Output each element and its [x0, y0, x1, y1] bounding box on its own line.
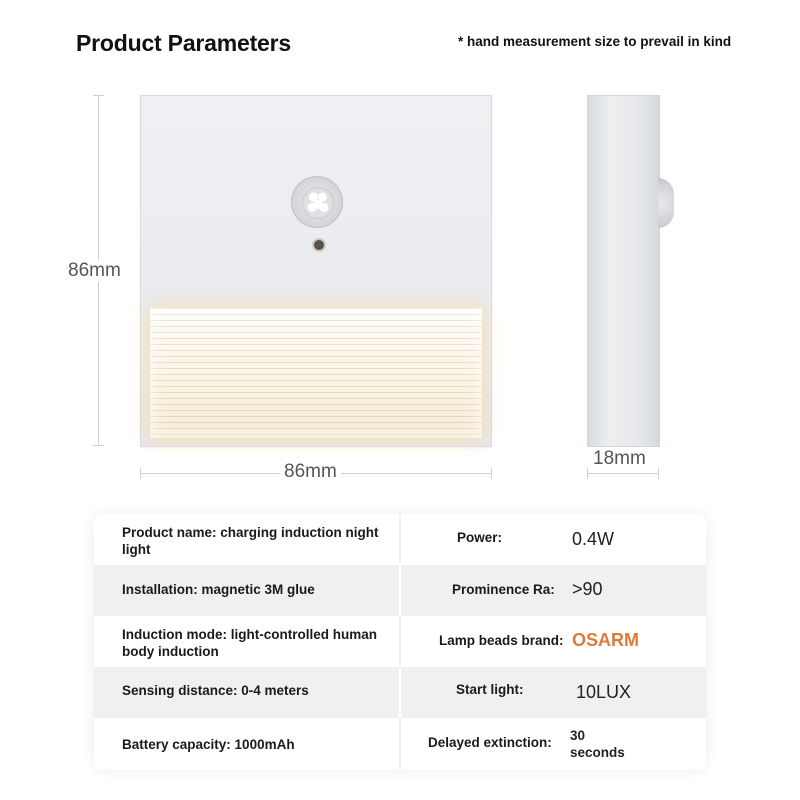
- spec-installation: Installation: magnetic 3M glue: [122, 582, 315, 597]
- spec-row: [94, 565, 706, 616]
- depth-dimension-line: [587, 473, 659, 474]
- spec-product-name: Product name: charging induction night light: [122, 525, 379, 557]
- spec-sensing-distance: Sensing distance: 0-4 meters: [122, 683, 309, 698]
- spec-battery-capacity: Battery capacity: 1000mAh: [122, 737, 295, 752]
- spec-induction-mode: Induction mode: light-controlled human body induction: [122, 627, 377, 659]
- spec-row: [94, 718, 706, 770]
- spec-power-value: 0.4W: [572, 529, 615, 549]
- light-sensor-icon: [312, 238, 326, 252]
- spec-power-label: Power:: [457, 530, 503, 545]
- spec-delayed-label: Delayed extinction:: [428, 735, 552, 750]
- height-label: 86mm: [64, 260, 125, 282]
- spec-start-light-value: 10LUX: [576, 682, 632, 702]
- led-light-panel: [150, 308, 482, 438]
- spec-prominence-label: Prominence Ra:: [452, 582, 555, 597]
- spec-delayed-value: 30 seconds: [570, 728, 625, 760]
- spec-row: [94, 667, 706, 718]
- sensor-lens-icon: [302, 187, 334, 219]
- sensor-bump-side: [658, 178, 674, 228]
- spec-brand-label: Lamp beads brand:: [439, 633, 564, 648]
- measurement-note: * hand measurement size to prevail in kind: [458, 34, 732, 49]
- depth-label: 18mm: [589, 448, 650, 470]
- motion-sensor-icon: [291, 176, 343, 228]
- spec-row: [94, 514, 706, 565]
- spec-table: [94, 514, 706, 770]
- device-front-view: [140, 95, 492, 447]
- spec-brand-value: OSARM: [572, 630, 639, 650]
- spec-prominence-value: >90: [572, 579, 603, 599]
- page-title: Product Parameters: [76, 30, 291, 56]
- spec-row: [94, 616, 706, 667]
- spec-start-light-label: Start light:: [456, 682, 524, 697]
- width-label: 86mm: [280, 461, 341, 483]
- device-side-view: [587, 95, 660, 447]
